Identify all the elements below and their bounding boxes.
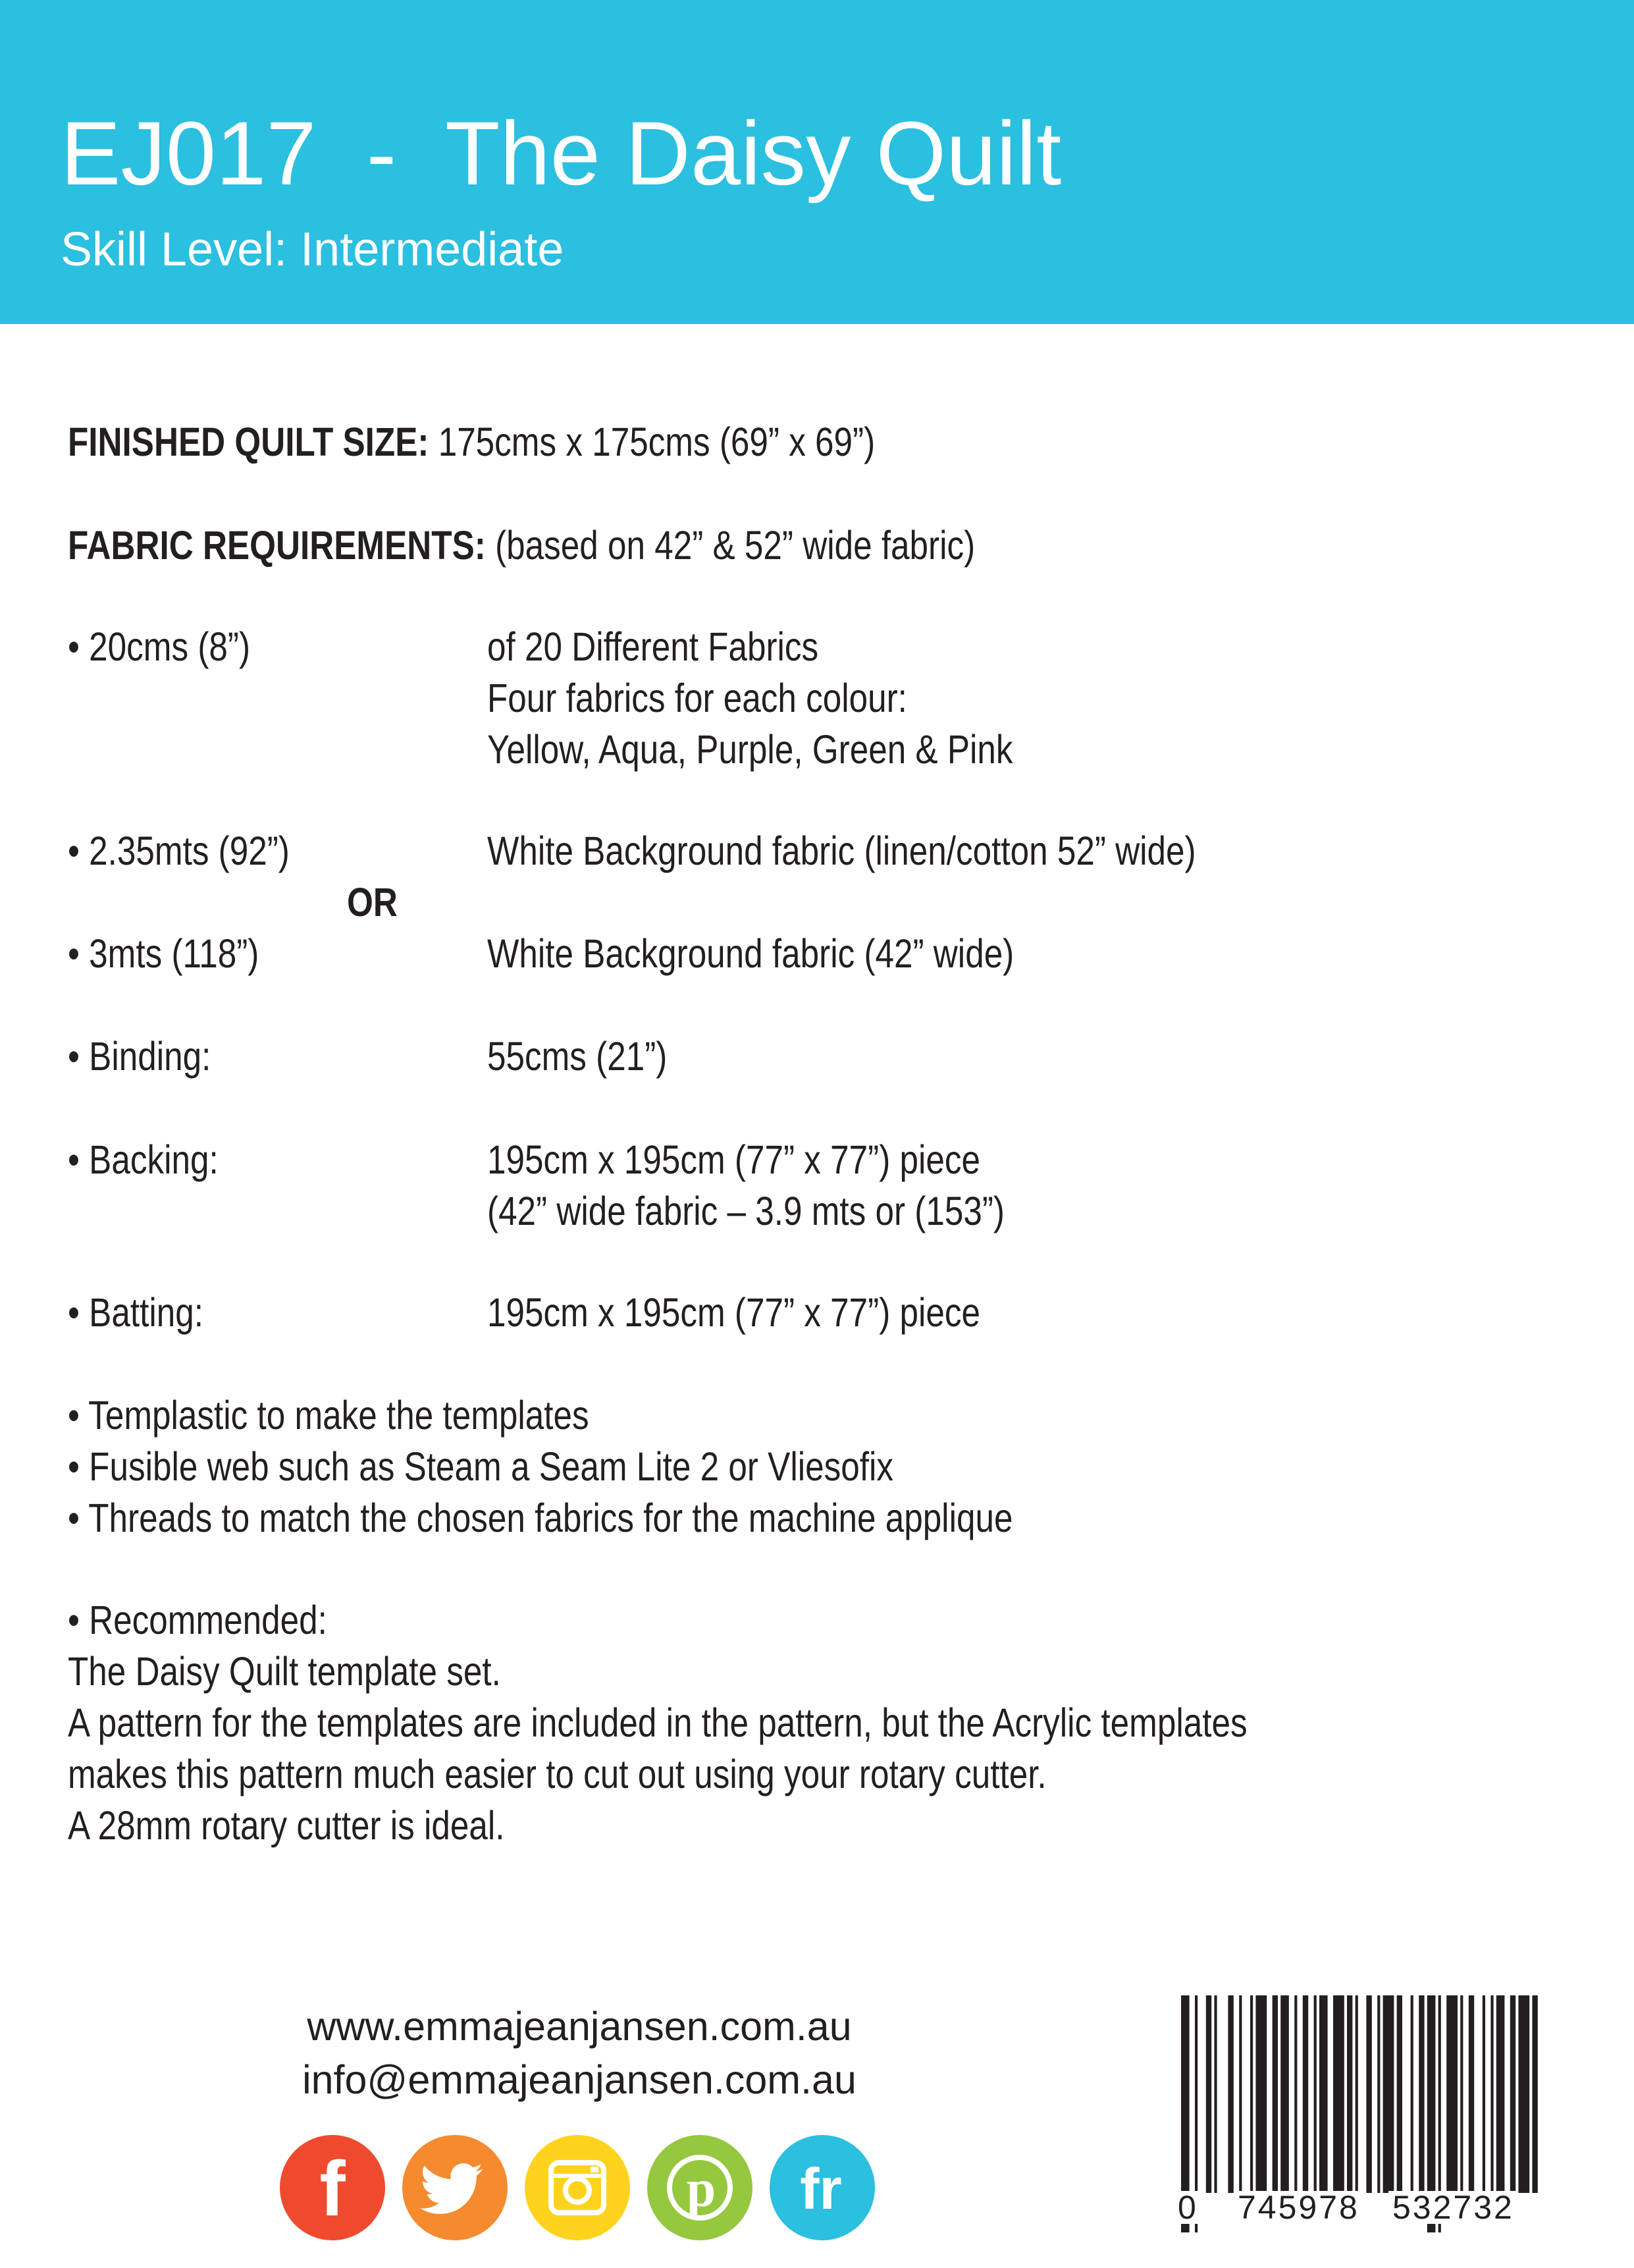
- svg-text:f: f: [319, 2146, 346, 2232]
- extra-item-threads: • Threads to match the chosen fabrics for the machine applique: [68, 1496, 1013, 1540]
- req-desc-backing-2: (42” wide fabric – 3.9 mts or (153”): [487, 1189, 1005, 1233]
- fabric-requirements-line: [68, 523, 976, 568]
- barcode-bar: [1419, 1995, 1424, 2193]
- recommended-line: A 28mm rotary cutter is ideal.: [68, 1803, 505, 1848]
- barcode-bar: [1356, 1995, 1358, 2193]
- barcode-bar: [1273, 1995, 1278, 2193]
- finished-size-line: [68, 419, 876, 464]
- barcode-right-digits: 532732: [1388, 2191, 1518, 2224]
- barcode-bar: [1518, 1995, 1529, 2193]
- barcode-bar: [1532, 1995, 1537, 2193]
- recommended-line: The Daisy Quilt template set.: [68, 1649, 501, 1694]
- extra-item-fusible-web: • Fusible web such as Steam a Seam Lite 2 or Vliesofix: [68, 1444, 893, 1489]
- barcode-left-digits: 745978: [1234, 2191, 1363, 2224]
- req-qty-background-52: • 2.35mts (92”): [68, 828, 290, 873]
- header-banner: [0, 0, 1634, 324]
- email-link[interactable]: info@emmajeanjansen.com.au: [302, 2057, 857, 2102]
- req-desc-batting: 195cm x 195cm (77” x 77”) piece: [487, 1290, 980, 1335]
- barcode-lead-digit: 0: [1174, 2191, 1200, 2224]
- pinterest-icon[interactable]: [647, 2135, 752, 2240]
- barcode-bar: [1250, 1995, 1253, 2193]
- fabric-requirements-label: FABRIC REQUIREMENTS:: [68, 523, 486, 568]
- svg-text:p: p: [686, 2160, 716, 2218]
- req-desc-fabrics-1: of 20 Different Fabrics: [487, 624, 819, 669]
- or-separator: OR: [347, 880, 398, 925]
- barcode-bar: [1333, 1995, 1344, 2193]
- barcode-bar: [1383, 1995, 1394, 2193]
- req-qty-fabrics: • 20cms (8”): [68, 624, 251, 669]
- recommended-heading: • Recommended:: [68, 1598, 327, 1642]
- barcode-bar: [1446, 1995, 1458, 2193]
- instagram-icon[interactable]: [525, 2135, 630, 2240]
- req-desc-background-42: White Background fabric (42” wide): [487, 931, 1015, 976]
- barcode-bar: [1303, 1995, 1308, 2193]
- page-title: EJ017 - The Daisy Quilt: [61, 103, 1062, 204]
- barcode-bar: [1377, 1995, 1380, 2193]
- barcode-bar: [1255, 1995, 1267, 2193]
- barcode-bar: [1411, 1995, 1413, 2193]
- barcode-bar: [1483, 1995, 1485, 2193]
- barcode-bar: [1490, 1995, 1493, 2193]
- facebook-icon[interactable]: [280, 2135, 385, 2240]
- website-link[interactable]: www.emmajeanjansen.com.au: [307, 2004, 852, 2049]
- barcode-bar: [1214, 1995, 1217, 2193]
- barcode-bar: [1366, 1995, 1371, 2193]
- recommended-line: makes this pattern much easier to cut out using your rotary cutter.: [68, 1752, 1047, 1796]
- req-qty-binding: • Binding:: [68, 1034, 211, 1079]
- skill-level: Skill Level: Intermediate: [61, 223, 564, 276]
- barcode-bar: [1239, 1995, 1242, 2193]
- finished-size-value: 175cms x 175cms (69” x 69”): [429, 419, 876, 464]
- finished-size-label: FINISHED QUILT SIZE:: [68, 419, 429, 464]
- svg-text:fr: fr: [800, 2156, 842, 2221]
- barcode-bar: [1460, 1995, 1463, 2193]
- req-desc-binding: 55cms (21”): [487, 1034, 668, 1079]
- barcode-bar: [1228, 1995, 1233, 2193]
- barcode-bar: [1347, 1995, 1352, 2193]
- barcode-bar: [1314, 1995, 1317, 2193]
- extra-item-templastic: • Templastic to make the templates: [68, 1393, 589, 1438]
- barcode-bar: [1206, 1995, 1211, 2193]
- req-desc-backing-1: 195cm x 195cm (77” x 77”) piece: [487, 1137, 980, 1182]
- twitter-icon[interactable]: [402, 2135, 508, 2240]
- barcode-bar: [1469, 1995, 1474, 2193]
- barcode-bar: [1510, 1995, 1515, 2193]
- barcode-bar: [1496, 1995, 1505, 2193]
- recommended-line: A pattern for the templates are included in the pattern, but the Acrylic templates: [68, 1700, 1248, 1745]
- req-qty-batting: • Batting:: [68, 1290, 203, 1335]
- req-desc-fabrics-2: Four fabrics for each colour:: [487, 676, 907, 720]
- barcode-bar: [1294, 1995, 1297, 2193]
- req-qty-background-42: • 3mts (118”): [68, 931, 259, 976]
- req-desc-fabrics-3: Yellow, Aqua, Purple, Green & Pink: [487, 727, 1013, 772]
- barcode-bar: [1280, 1995, 1289, 2193]
- barcode-bar: [1397, 1995, 1402, 2193]
- req-desc-background-52: White Background fabric (linen/cotton 52” wide): [487, 828, 1196, 873]
- flickr-icon[interactable]: [770, 2135, 875, 2240]
- fabric-requirements-value: (based on 42” & 52” wide fabric): [485, 523, 976, 568]
- req-qty-backing: • Backing:: [68, 1137, 219, 1182]
- barcode-bar: [1319, 1995, 1328, 2193]
